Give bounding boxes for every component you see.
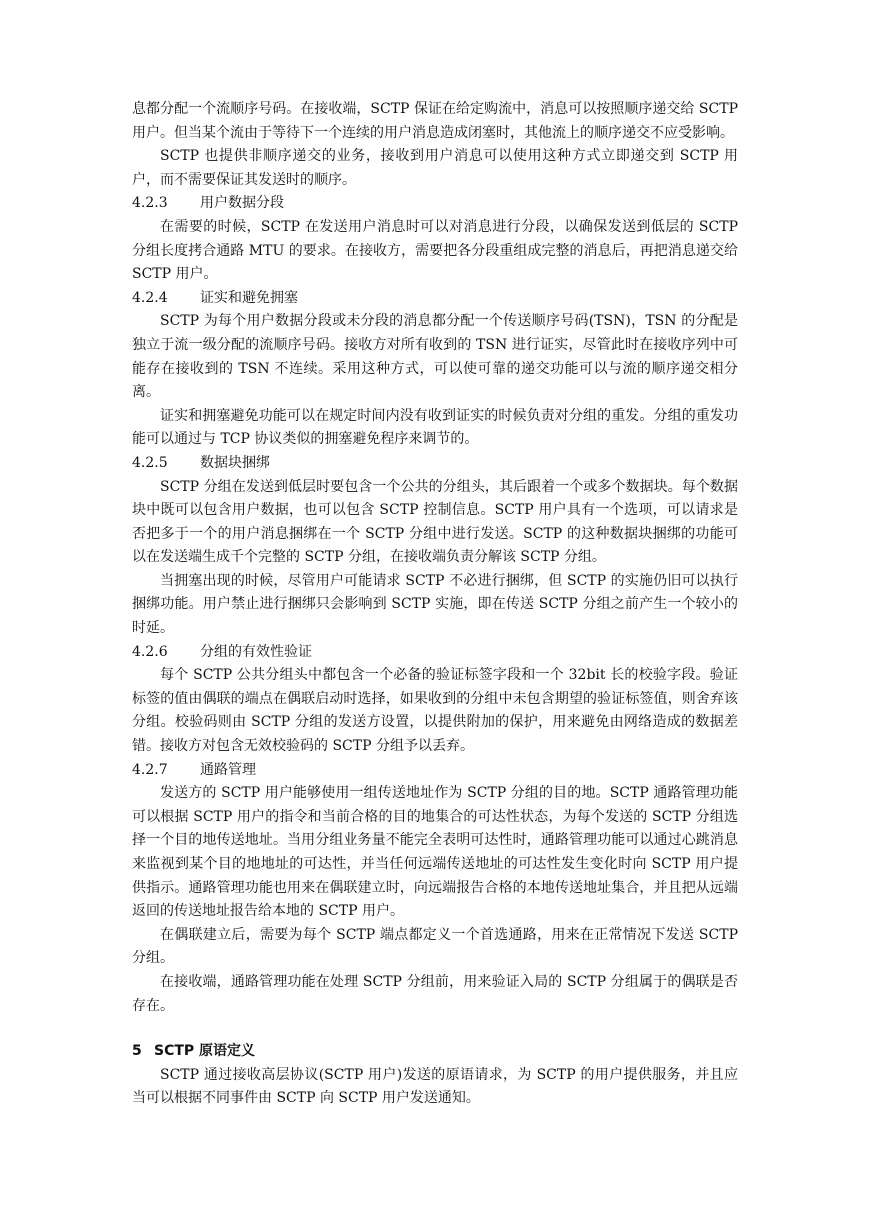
section-title: SCTP 原语定义 [154, 1043, 256, 1060]
subsection-heading-4-2-7 [132, 759, 738, 783]
paragraph: 在接收端，通路管理功能在处理 SCTP 分组前，用来验证入局的 SCTP 分组属于的偶联是否存在。 [132, 973, 738, 1014]
paragraph: 在需要的时候，SCTP 在发送用户消息时可以对消息进行分段，以确保发送到低层的 SCTP 分组长度拷合通路 MTU 的要求。在接收方，需要把各分段重组成完整的消息后，再把消息递交给 SCTP 用户。 [132, 218, 738, 283]
section-number: 5 [132, 1043, 142, 1060]
section-number: 4.2.4 [132, 289, 168, 306]
subsection-heading-4-2-4 [132, 287, 738, 311]
subsection-heading-4-2-3 [132, 192, 738, 216]
paragraph: 每个 SCTP 公共分组头中都包含一个必备的验证标签字段和一个 32bit 长的校验字段。验证标签的值由偶联的端点在偶联启动时选择，如果收到的分组中未包含期望的验证标签值，则舍弃该分组。校验码则由 SCTP 分组的发送方设置，以提供附加的保护，用来避免由网络造成的数据差错。接收方对包含无效校验码的 SCTP 分组予以丢弃。 [132, 667, 738, 755]
section-title: 通路管理 [200, 761, 256, 778]
section-title: 用户数据分段 [200, 195, 284, 212]
section-number: 4.2.3 [132, 195, 168, 212]
paragraph: 息都分配一个流顺序号码。在接收端，SCTP 保证在给定购流中，消息可以按照顺序递交给 SCTP 用户。但当某个流由于等待下一个连续的用户消息造成闭塞时，其他流上的顺序递交不应受影响。 [132, 101, 738, 141]
section-number: 4.2.6 [132, 643, 168, 660]
paragraph: 当拥塞出现的时候，尽管用户可能请求 SCTP 不必进行捆绑，但 SCTP 的实施仍旧可以执行捆绑功能。用户禁止进行捆绑只会影响到 SCTP 实施，即在传送 SCTP 分组之前产生一个较小的时延。 [132, 572, 738, 637]
paragraph: 发送方的 SCTP 用户能够使用一组传送地址作为 SCTP 分组的目的地。SCTP 通路管理功能可以根据 SCTP 用户的指令和当前合格的目的地集合的可达性状态，为每个发送的 SCTP 分组选择一个目的地传送地址。当用分组业务量不能完全表明可达性时，通路管理功能可以通过心跳消息来监视到某个目的地地址的可达性，并当任何远端传送地址的可达性发生变化时向 SCTP 用户提供指示。通路管理功能也用来在偶联建立时，向远端报告合格的本地传送地址集合，并且把从远端返回的传送地址报告给本地的 SCTP 用户。 [132, 785, 738, 920]
subsection-heading-4-2-6 [132, 641, 738, 665]
paragraph: SCTP 为每个用户数据分段或未分段的消息都分配一个传送顺序号码(TSN)，TSN 的分配是独立于流一级分配的流顺序号码。接收方对所有收到的 TSN 进行证实，尽管此时在接收序列中可能存在接收到的 TSN 不连续。采用这种方式，可以使可靠的递交功能可以与流的顺序递交相分离。 [132, 313, 738, 401]
document-page [132, 98, 738, 1111]
section-title: 数据块捆绑 [200, 454, 270, 471]
section-title: 分组的有效性验证 [200, 643, 312, 660]
section-number: 4.2.7 [132, 761, 168, 778]
paragraph: 证实和拥塞避免功能可以在规定时间内没有收到证实的时候负责对分组的重发。分组的重发功能可以通过与 TCP 协议类似的拥塞避免程序来调节的。 [132, 407, 738, 448]
paragraph: SCTP 也提供非顺序递交的业务，接收到用户消息可以使用这种方式立即递交到 SCTP 用户，而不需要保证其发送时的顺序。 [132, 148, 738, 188]
subsection-heading-4-2-5 [132, 452, 738, 476]
section-heading-5 [132, 1040, 738, 1064]
paragraph: SCTP 通过接收高层协议(SCTP 用户)发送的原语请求，为 SCTP 的用户提供服务，并且应当可以根据不同事件由 SCTP 向 SCTP 用户发送通知。 [132, 1066, 738, 1107]
section-title: 证实和避免拥塞 [200, 289, 298, 306]
section-number: 4.2.5 [132, 454, 168, 471]
paragraph: 在偶联建立后，需要为每个 SCTP 端点都定义一个首选通路，用来在正常情况下发送 SCTP 分组。 [132, 926, 738, 967]
paragraph: SCTP 分组在发送到低层时要包含一个公共的分组头，其后跟着一个或多个数据块。每个数据块中既可以包含用户数据，也可以包含 SCTP 控制信息。SCTP 用户具有一个选项，可以请求是否把多于一个的用户消息捆绑在一个 SCTP 分组中进行发送。SCTP 的这种数据块捆绑的功能可以在发送端生成千个完整的 SCTP 分组，在接收端负责分解该 SCTP 分组。 [132, 478, 738, 566]
